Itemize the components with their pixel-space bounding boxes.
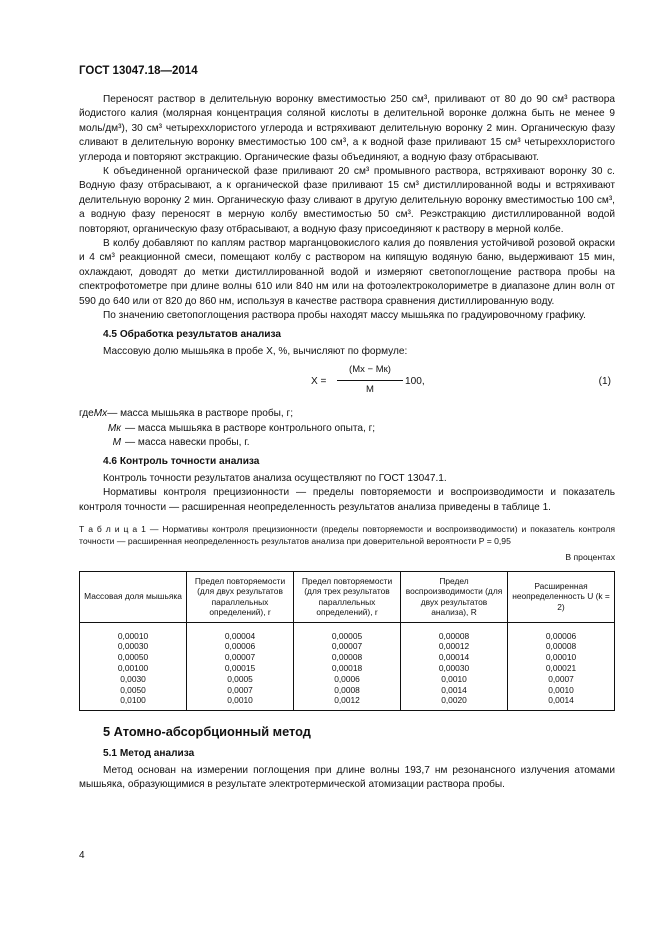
table-cell: 0,00010 [508,652,615,663]
column-header: Предел воспроизводимости (для двух результатов анализа), R [401,571,508,622]
table-row [80,695,615,710]
definition-text: — масса мышьяка в растворе контрольного опыта, г; [125,422,376,434]
paragraph: По значению светопоглощения раствора пробы находят массу мышьяка по градуировочному графику. [103,310,586,322]
definition-text: — масса навески пробы, г. [125,437,250,449]
table-cell: 0,0012 [294,695,401,710]
section-heading-5-1: 5.1 Метод анализа [103,747,195,759]
table-cell: 0,00014 [401,652,508,663]
table-cell: 0,0010 [508,685,615,696]
column-header: Массовая доля мышьяка [80,571,187,622]
column-header: Предел повторяемости (для двух результатов параллельных определений), r [187,571,294,622]
definition-symbol: M [112,437,121,449]
table-cell: 0,00012 [401,641,508,652]
paragraph: Переносят раствор в делительную воронку вместимостью 250 см³, приливают от 80 до 90 см³ раствора йодистого калия (молярная концентрация соляной кислоты в делительной воронке должна быть не менее 9 моль/дм³), 30 см³ четыреххлористого углерода и встряхивают делительную воронку 2 мин. Органическую фазу сливают в делительную воронку вместимостью 100 см³, а к водной фазе приливают 15 см³ четыреххлористого углерода и повторяют экстракцию. Органические фазы объединяют, а водную фазу отбрасывают. [79,94,615,163]
table-cell: 0,00007 [294,641,401,652]
table-cell: 0,0100 [80,695,187,710]
table-cell: 0,0005 [187,674,294,685]
table-cell: 0,0020 [401,695,508,710]
definition-symbol: Mx [93,408,108,420]
section-heading-5: 5 Атомно-абсорбционный метод [103,724,311,740]
table-cell: 0,00008 [508,641,615,652]
table-units: В процентах [565,552,615,563]
section-heading-4-5: 4.5 Обработка результатов анализа [103,328,281,340]
table-caption: Т а б л и ц а 1 — Нормативы контроля прецизионности (пределы повторяемости и воспроизводимости) и показатель контроля точности — расширенная неопределенность результатов анализа при доверительной вероятности P = 0,95 [79,524,615,547]
table-cell: 0,00015 [187,663,294,674]
table-row [80,652,615,663]
section-heading-4-6: 4.6 Контроль точности анализа [103,455,260,467]
table-cell: 0,00006 [508,622,615,641]
table-cell: 0,0014 [508,695,615,710]
table-header-row [80,571,615,622]
definition-item [79,422,615,436]
table-cell: 0,00008 [294,652,401,663]
definition-item [79,436,615,450]
formula-numerator: (Mx − Mк) [337,363,403,380]
table-cell: 0,00006 [187,641,294,652]
precision-table [79,571,615,712]
table-row [80,641,615,652]
table-cell: 0,0006 [294,674,401,685]
paragraph: Контроль точности результатов анализа осуществляют по ГОСТ 13047.1. [103,472,447,484]
table-cell: 0,00030 [401,663,508,674]
formula-denominator: M [366,383,374,395]
table-cell: 0,00007 [187,652,294,663]
page-number: 4 [79,850,85,861]
table-cell: 0,00004 [187,622,294,641]
column-header: Предел повторяемости (для трех результатов параллельных определений), r [294,571,401,622]
definition-item [79,407,615,421]
table-row [80,622,615,641]
formula-definitions [79,407,615,450]
table-cell: 0,0007 [508,674,615,685]
formula-fraction [337,363,403,397]
document-header: ГОСТ 13047.18—2014 [79,65,198,77]
table-cell: 0,00010 [80,622,187,641]
table-cell: 0,00030 [80,641,187,652]
table-row [80,674,615,685]
formula-lhs: X = [311,376,327,388]
formula-multiplier: 100, [405,376,425,388]
table-body [80,622,615,711]
table-cell: 0,00050 [80,652,187,663]
table-cell: 0,0007 [187,685,294,696]
paragraph: Метод основан на измерении поглощения при длине волны 193,7 нм резонансного излучения атомами мышьяка, образующимися в результате электротермической атомизации раствора пробы. [79,764,615,791]
table-row [80,685,615,696]
definition-prefix: где [79,408,94,420]
table-cell: 0,0008 [294,685,401,696]
table-cell: 0,0010 [187,695,294,710]
definition-text: — масса мышьяка в растворе пробы, г; [107,408,294,420]
paragraph: К объединенной органической фазе приливают 20 см³ промывного раствора, встряхивают воронку 30 с. Водную фазу отбрасывают, а к органической фазе приливают 15 см³ дистиллированной воды и встряхивают делительную воронку 2 мин. Органическую фазу сливают в другую делительную воронку вместимостью 100 см³, а водную фазу переносят в мерную колбу вместимостью 50 см³. Реэкстракцию дистиллированной водой повторяют, органическую фазу отбрасывают, а водную фазу присоединяют к раствору в мерной колбе. [79,166,615,235]
table-cell: 0,00005 [294,622,401,641]
formula-number: (1) [598,376,611,388]
definition-symbol: Mк [107,422,121,434]
column-header: Расширенная неопределенность U (k = 2) [508,571,615,622]
table-cell: 0,0014 [401,685,508,696]
table-cell: 0,0030 [80,674,187,685]
table-cell: 0,00018 [294,663,401,674]
paragraph: В колбу добавляют по каплям раствор марганцовокислого калия до появления устойчивой розовой окраски и 4 см³ реакционной смеси, помещают колбу с раствором на кипящую водяную баню, выдерживают 15 мин, охлаждают, доводят до метки дистиллированной водой и измеряют светопоглощение раствора пробы на спектрофотометре при длине волны 610 или 840 нм или на фотоэлектроколориметре в диапазоне длин волн от 590 до 640 или от 820 до 860 нм, используя в качестве раствора сравнения дистиллированную воду. [79,238,615,307]
paragraph: Нормативы контроля прецизионности — пределы повторяемости и воспроизводимости и показатель контроля точности — расширенная неопределенность результатов анализа приведены в таблице 1. [79,487,615,513]
table-cell: 0,00021 [508,663,615,674]
page-content [79,93,615,793]
table-row [80,663,615,674]
formula-1 [79,361,615,405]
table-cell: 0,0050 [80,685,187,696]
formula-intro: Массовую долю мышьяка в пробе X, %, вычисляют по формуле: [103,345,408,357]
table-cell: 0,00100 [80,663,187,674]
table-cell: 0,0010 [401,674,508,685]
table-cell: 0,00008 [401,622,508,641]
